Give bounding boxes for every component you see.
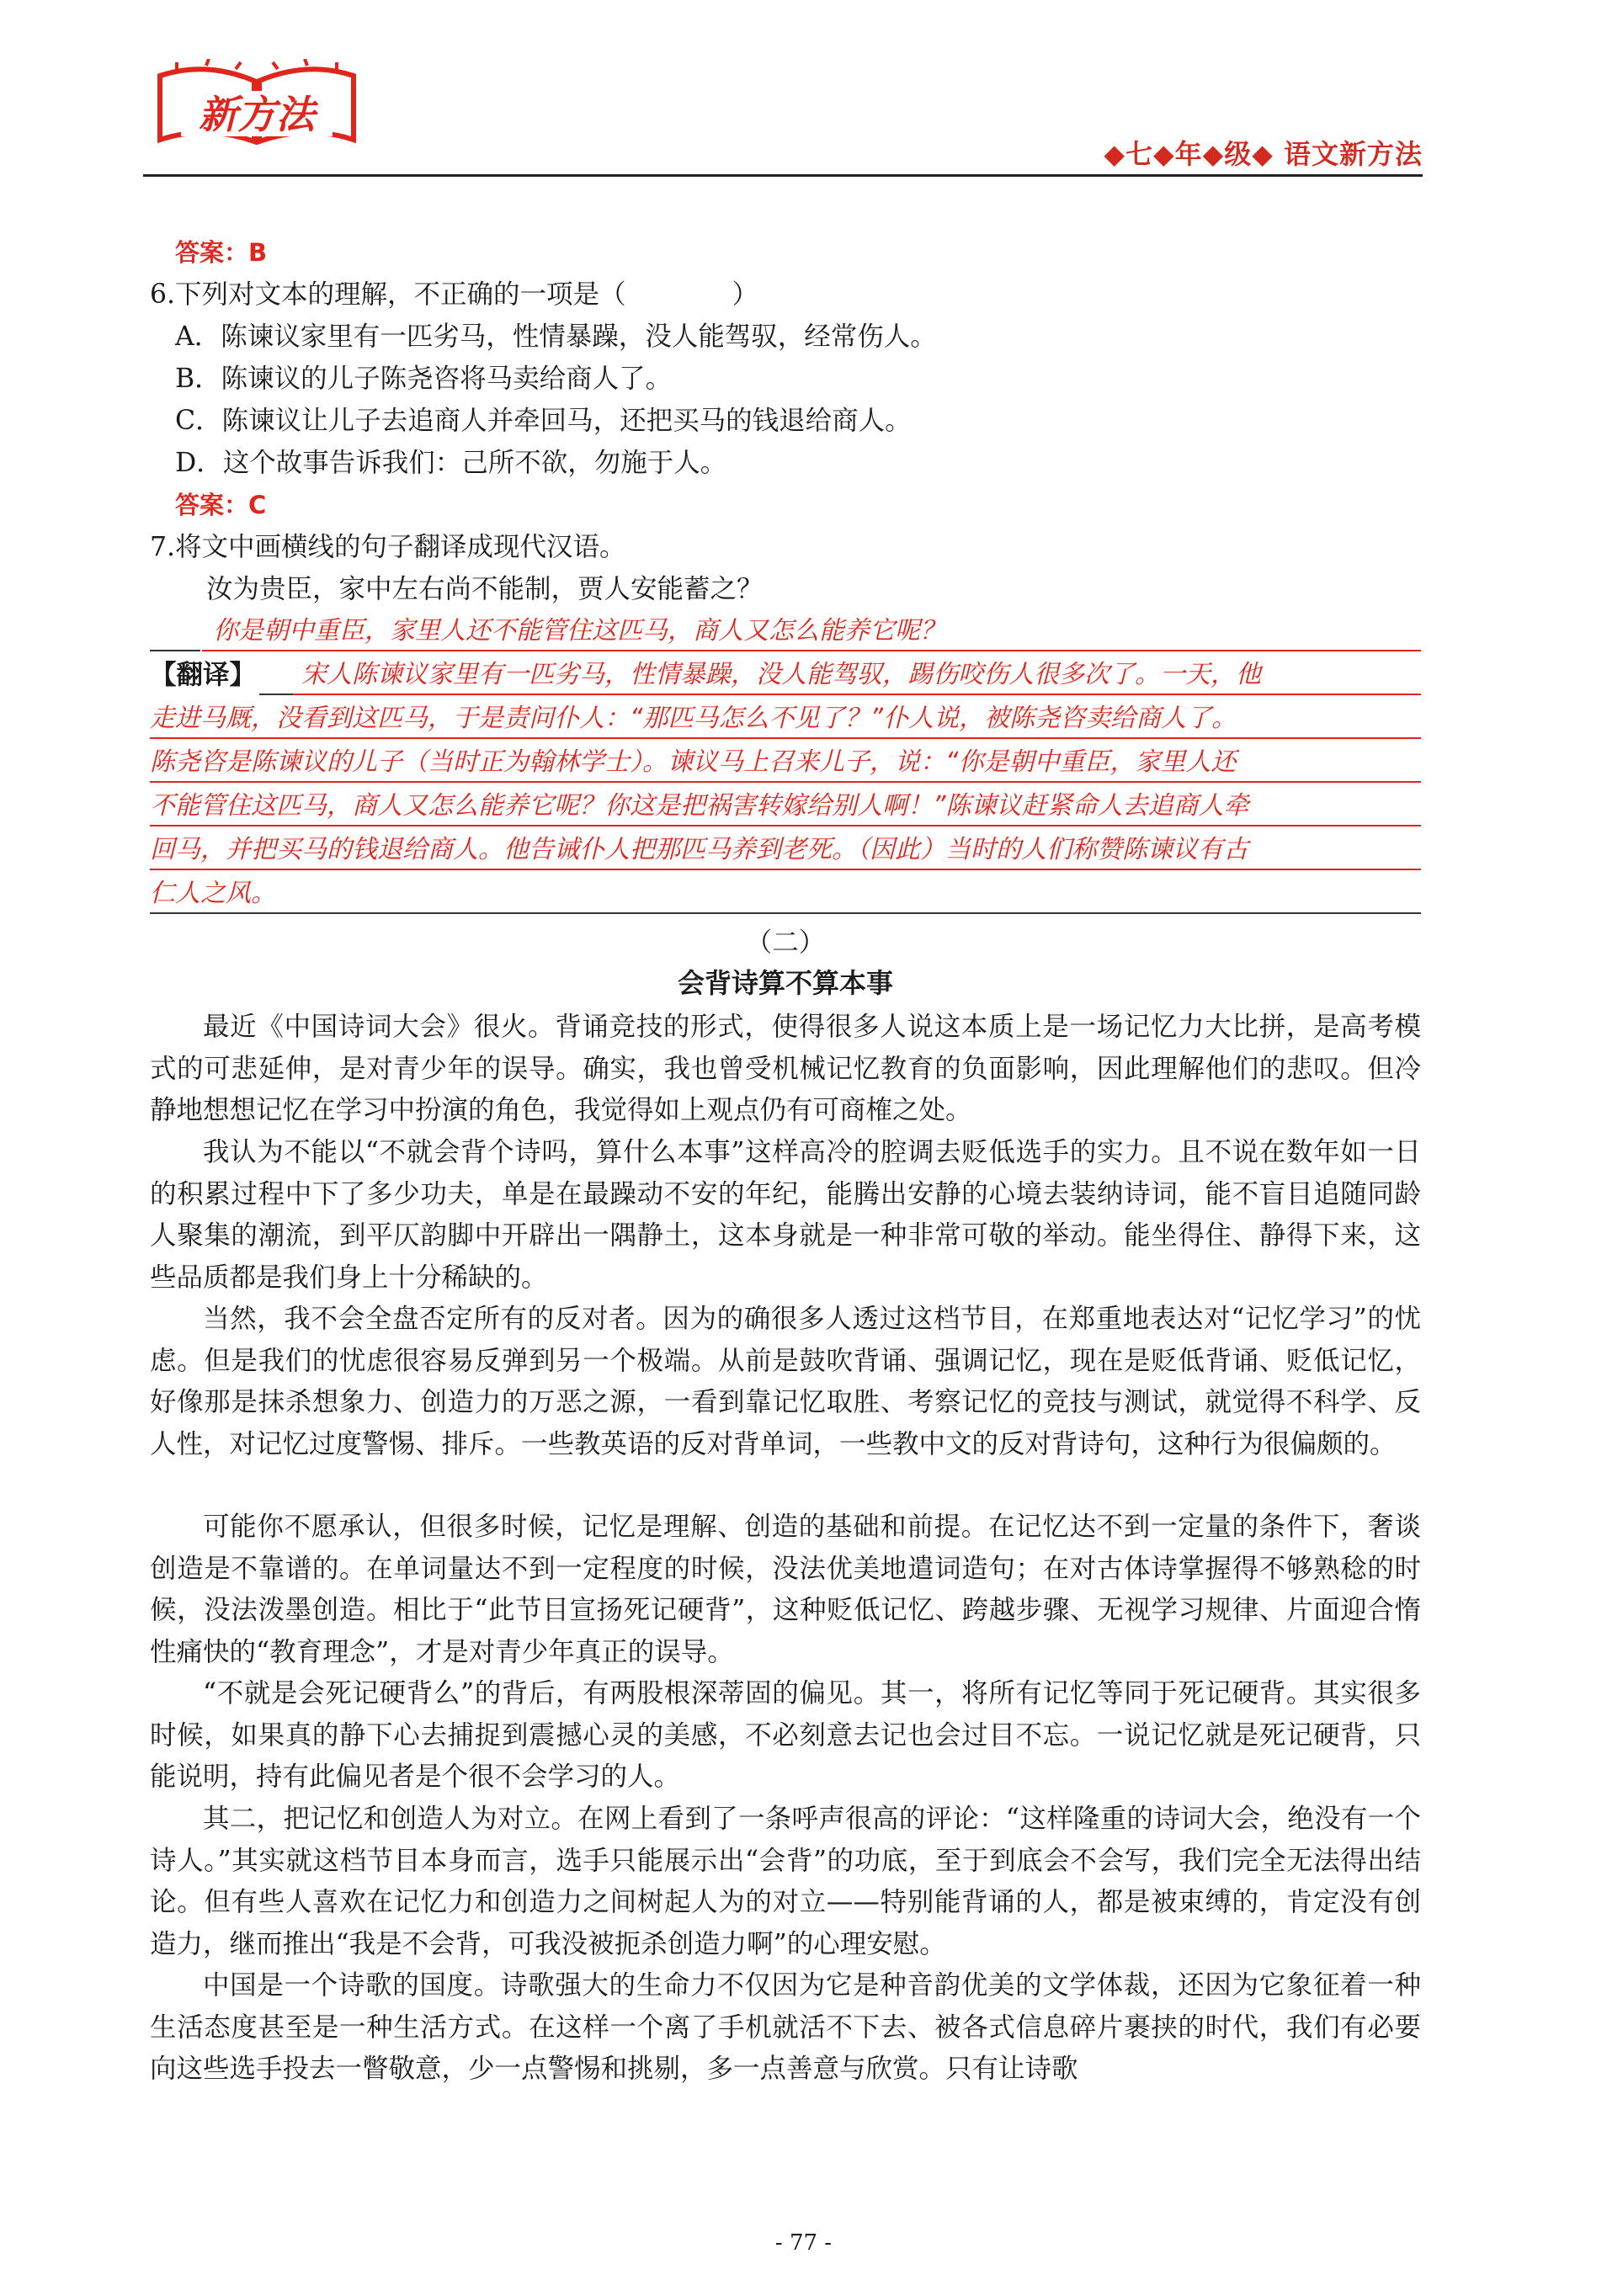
translation-underline-2 bbox=[150, 737, 1421, 739]
translation-line-2: 走进马厩，没看到这匹马，于是责问仆人：“那匹马怎么不见了？”仆人说，被陈尧咨卖给商人了。 bbox=[150, 704, 1237, 733]
q7-stem: 7.将文中画横线的句子翻译成现代汉语。 bbox=[150, 532, 626, 562]
translation-line-4: 不能管住这匹马，商人又怎么能养它呢？你这是把祸害转嫁给别人啊！”陈谏议赶紧命人去追商人牵 bbox=[150, 791, 1249, 821]
q7-answer: 你是朝中重臣，家里人还不能管住这匹马，商人又怎么能养它呢？ bbox=[213, 616, 945, 646]
article-paragraph-7: 中国是一个诗歌的国度。诗歌强大的生命力不仅因为它是种音韵优美的文学体裁，还因为它象征着一种生活态度甚至是一种生活方式。在这样一个离了手机就活不下去、被各式信息碎片裹挟的时代，我们有必要向这些选手投去一瞥敬意，少一点警惕和挑剔，多一点善意与欣赏。只有让诗歌 bbox=[150, 1970, 1421, 2084]
q6-option-d: D．这个故事告诉我们：己所不欲，勿施于人。 bbox=[175, 448, 727, 478]
article-paragraph-6: 其二，把记忆和创造人为对立。在网上看到了一条呼声很高的评论：“这样隆重的诗词大会，绝没有一个诗人。”其实就这档节目本身而言，选手只能展示出“会背”的功底，至于到底会不会写，我们完全无法得出结论。但有些人喜欢在记忆力和创造力之间树起人为的对立——特别能背诵的人，都是被束缚的，肯定没有创造力，继而推出“我是不会背，可我没被扼杀创造力啊”的心理安慰。 bbox=[150, 1804, 1421, 1959]
q7-sentence: 汝为贵臣，家中左右尚不能制，贾人安能蓄之？ bbox=[206, 574, 764, 604]
translation-underline-5 bbox=[150, 869, 1421, 870]
translation-line-1: 宋人陈谏议家里有一匹劣马，性情暴躁，没人能驾驭，踢伤咬伤人很多次了。一天，他 bbox=[301, 660, 1261, 689]
translation-end-rule bbox=[150, 912, 1421, 914]
article-paragraph-2: 我认为不能以“不就会背个诗吗，算什么本事”这样高冷的腔调去贬低选手的实力。且不说在数年如一日的积累过程中下了多少功夫，单是在最躁动不安的年纪，能腾出安静的心境去装纳诗词，能不盲目追随同龄人聚集的潮流，到平仄韵脚中开辟出一隅静土，这本身就是一种非常可敬的举动。能坐得住、静得下来，这些品质都是我们身上十分稀缺的。 bbox=[150, 1137, 1421, 1293]
page-header bbox=[143, 59, 1423, 177]
article-paragraph-4: 可能你不愿承认，但很多时候，记忆是理解、创造的基础和前提。在记忆达不到一定量的条件下，奢谈创造是不靠谱的。在单词量达不到一定程度的时候，没法优美地遣词造句；在对古体诗掌握得不够熟稔的时候，没法泼墨创造。相比于“此节目宣扬死记硬背”，这种贬低记忆、跨越步骤、无视学习规律、片面迎合惰性痛快的“教育理念”，才是对青少年真正的误导。 bbox=[150, 1512, 1421, 1667]
translation-underline-3 bbox=[150, 781, 1421, 783]
q5-answer: 答案：B bbox=[175, 238, 268, 267]
section-number: （二） bbox=[745, 927, 826, 958]
q6-option-a: A．陈谏议家里有一匹劣马，性情暴躁，没人能驾驭，经常伤人。 bbox=[175, 322, 937, 352]
header-grade-label: ◆七◆年◆级◆ 语文新方法 bbox=[1104, 138, 1423, 170]
article-paragraph-1: 最近《中国诗词大会》很火。背诵竞技的形式，使得很多人说这本质上是一场记忆力大比拼，是高考模式的可悲延伸，是对青少年的误导。确实，我也曾受机械记忆教育的负面影响，因此理解他们的悲叹。但冷静地想想记忆在学习中扮演的角色，我觉得如上观点仍有可商榷之处。 bbox=[150, 1012, 1421, 1125]
translation-blank bbox=[259, 694, 293, 695]
translation-label: 【翻译】 bbox=[150, 660, 257, 690]
q6-option-b: B．陈谏议的儿子陈尧咨将马卖给商人了。 bbox=[175, 364, 673, 394]
translation-underline-1 bbox=[293, 694, 1421, 695]
logo-text: 新方法 bbox=[199, 92, 315, 137]
q7-blank-underline bbox=[150, 650, 200, 651]
page-number: - 77 - bbox=[774, 2230, 833, 2256]
translation-line-3: 陈尧咨是陈谏议的儿子（当时正为翰林学士）。谏议马上召来儿子，说：“你是朝中重臣，家里人还 bbox=[150, 747, 1237, 777]
translation-line-6: 仁人之风。 bbox=[150, 879, 276, 908]
article-title: 会背诗算不算本事 bbox=[677, 967, 893, 999]
header-divider bbox=[143, 174, 1423, 177]
article-paragraph-5: “不就是会死记硬背么”的背后，有两股根深蒂固的偏见。其一，将所有记忆等同于死记硬背。其实很多时候，如果真的静下心去捕捉到震撼心灵的美感，不必刻意去记也会过目不忘。一说记忆就是死记硬背，只能说明，持有此偏见者是个很不会学习的人。 bbox=[150, 1678, 1421, 1792]
translation-underline-4 bbox=[150, 825, 1421, 826]
q6-answer: 答案：C bbox=[175, 491, 267, 519]
article-paragraph-3: 当然，我不会全盘否定所有的反对者。因为的确很多人透过这档节目，在郑重地表达对“记忆学习”的忧虑。但是我们的忧虑很容易反弹到另一个极端。从前是鼓吹背诵、强调记忆，现在是贬低背诵、贬低记忆，好像那是抹杀想象力、创造力的万恶之源，一看到靠记忆取胜、考察记忆的竞技与测试，就觉得不科学、反人性，对记忆过度警惕、排斥。一些教英语的反对背单词，一些教中文的反对背诗句，这种行为很偏颇的。 bbox=[150, 1304, 1421, 1459]
q6-stem: 6.下列对文本的理解，不正确的一项是（ ） bbox=[150, 279, 759, 310]
q7-answer-underline bbox=[202, 650, 1421, 651]
logo-book-icon bbox=[143, 59, 370, 156]
q6-option-c: C．陈谏议让儿子去追商人并牵回马，还把买马的钱退给商人。 bbox=[175, 406, 912, 436]
translation-line-5: 回马，并把买马的钱退给商人。他告诫仆人把那匹马养到老死。（因此）当时的人们称赞陈谏议有古 bbox=[150, 835, 1248, 864]
